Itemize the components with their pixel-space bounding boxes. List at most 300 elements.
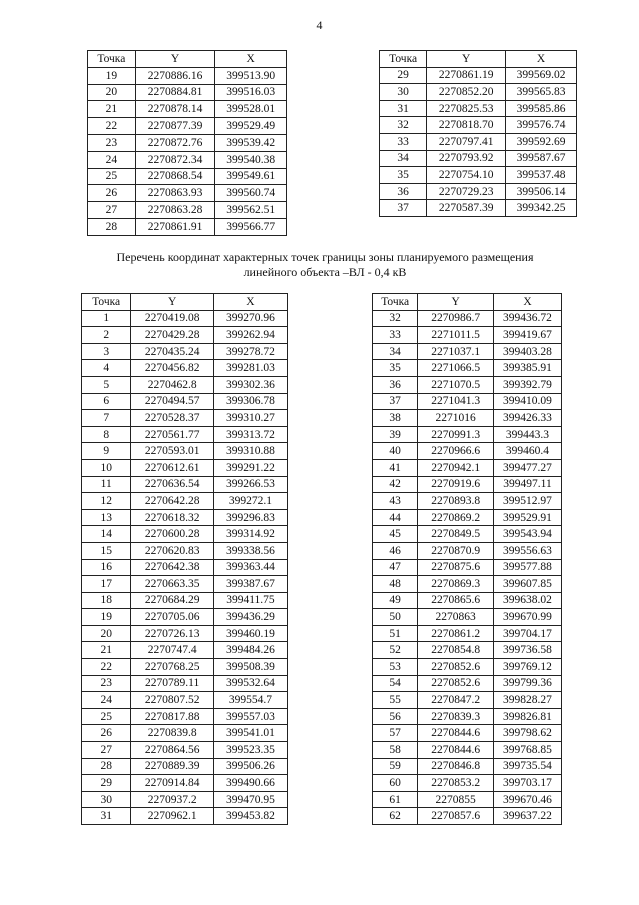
y-cell: 2270636.54 (131, 476, 213, 493)
x-cell: 399272.1 (213, 493, 287, 510)
x-cell: 399262.94 (213, 327, 287, 344)
x-cell: 399736.58 (493, 642, 561, 659)
point-cell: 46 (373, 542, 418, 559)
table-row (380, 67, 577, 84)
x-cell: 399638.02 (493, 592, 561, 609)
point-cell: 35 (380, 167, 427, 184)
table-row (373, 393, 562, 410)
x-cell: 399537.48 (506, 167, 577, 184)
y-cell: 2270612.61 (131, 459, 213, 476)
x-cell: 399543.94 (493, 526, 561, 543)
x-cell: 399703.17 (493, 775, 561, 792)
y-cell: 2270846.8 (418, 758, 494, 775)
point-cell: 27 (82, 742, 131, 759)
point-cell: 12 (82, 493, 131, 510)
table-row (373, 343, 562, 360)
point-cell: 50 (373, 609, 418, 626)
table-row (82, 609, 288, 626)
point-cell: 20 (82, 625, 131, 642)
y-cell: 2270872.76 (135, 134, 215, 151)
y-cell: 2270793.92 (427, 150, 506, 167)
x-cell: 399453.82 (213, 808, 287, 825)
x-cell: 399342.25 (506, 200, 577, 217)
table-row (82, 758, 288, 775)
x-cell: 399539.42 (215, 134, 287, 151)
point-cell: 43 (373, 493, 418, 510)
x-cell: 399338.56 (213, 542, 287, 559)
y-cell: 2270620.83 (131, 542, 213, 559)
table-row (373, 542, 562, 559)
point-cell: 38 (373, 410, 418, 427)
x-cell: 399607.85 (493, 576, 561, 593)
x-cell: 399281.03 (213, 360, 287, 377)
table-row (373, 526, 562, 543)
x-cell: 399403.28 (493, 343, 561, 360)
x-cell: 399735.54 (493, 758, 561, 775)
coordinates-table-bottom-left (81, 293, 288, 825)
header-point: Точка (82, 294, 131, 311)
table-row (373, 376, 562, 393)
table-row (82, 542, 288, 559)
y-cell: 2270587.39 (427, 200, 506, 217)
y-cell: 2270861.19 (427, 67, 506, 84)
y-cell: 2270937.2 (131, 791, 213, 808)
point-cell: 53 (373, 659, 418, 676)
table-row (373, 675, 562, 692)
table-row (373, 708, 562, 725)
point-cell: 44 (373, 509, 418, 526)
x-cell: 399798.62 (493, 725, 561, 742)
point-cell: 35 (373, 360, 418, 377)
header-point: Точка (373, 294, 418, 311)
y-cell: 2270797.41 (427, 133, 506, 150)
point-cell: 58 (373, 742, 418, 759)
point-cell: 18 (82, 592, 131, 609)
point-cell: 29 (82, 775, 131, 792)
point-cell: 7 (82, 410, 131, 427)
point-cell: 52 (373, 642, 418, 659)
x-cell: 399310.88 (213, 443, 287, 460)
point-cell: 32 (380, 117, 427, 134)
y-cell: 2270462.8 (131, 376, 213, 393)
table-row (82, 775, 288, 792)
table-row (82, 410, 288, 427)
x-cell: 399637.22 (493, 808, 561, 825)
x-cell: 399670.46 (493, 791, 561, 808)
x-cell: 399310.27 (213, 410, 287, 427)
table-row (380, 84, 577, 101)
point-cell: 31 (380, 100, 427, 117)
table-row (82, 343, 288, 360)
x-cell: 399508.39 (213, 659, 287, 676)
point-cell: 19 (82, 609, 131, 626)
point-cell: 21 (82, 642, 131, 659)
table-row (82, 526, 288, 543)
x-cell: 399314.92 (213, 526, 287, 543)
table-row (373, 576, 562, 593)
x-cell: 399560.74 (215, 185, 287, 202)
x-cell: 399529.49 (215, 118, 287, 135)
y-cell: 2270642.38 (131, 559, 213, 576)
x-cell: 399302.36 (213, 376, 287, 393)
point-cell: 21 (88, 101, 136, 118)
table-row (373, 791, 562, 808)
x-cell: 399392.79 (493, 376, 561, 393)
x-cell: 399562.51 (215, 202, 287, 219)
table-row (82, 310, 288, 327)
x-cell: 399549.61 (215, 168, 287, 185)
point-cell: 1 (82, 310, 131, 327)
y-cell: 2270849.5 (418, 526, 494, 543)
point-cell: 36 (380, 183, 427, 200)
point-cell: 9 (82, 443, 131, 460)
x-cell: 399410.09 (493, 393, 561, 410)
point-cell: 32 (373, 310, 418, 327)
y-cell: 2270962.1 (131, 808, 213, 825)
point-cell: 15 (82, 542, 131, 559)
coordinates-table-bottom-right (372, 293, 562, 825)
y-cell: 2270825.53 (427, 100, 506, 117)
point-cell: 34 (373, 343, 418, 360)
table-row (82, 576, 288, 593)
point-cell: 24 (82, 692, 131, 709)
point-cell: 37 (373, 393, 418, 410)
table-row (82, 509, 288, 526)
x-cell: 399529.91 (493, 509, 561, 526)
table-row (373, 459, 562, 476)
table-row (373, 775, 562, 792)
x-cell: 399799.36 (493, 675, 561, 692)
table-row (380, 133, 577, 150)
point-cell: 25 (82, 708, 131, 725)
header-point: Точка (380, 51, 427, 68)
x-cell: 399497.11 (493, 476, 561, 493)
point-cell: 51 (373, 625, 418, 642)
x-cell: 399587.67 (506, 150, 577, 167)
y-cell: 2270839.3 (418, 708, 494, 725)
point-cell: 61 (373, 791, 418, 808)
y-cell: 2270889.39 (131, 758, 213, 775)
y-cell: 2270561.77 (131, 426, 213, 443)
y-cell: 2270863.28 (135, 202, 215, 219)
y-cell: 2271041.3 (418, 393, 494, 410)
y-cell: 2270878.14 (135, 101, 215, 118)
x-cell: 399270.96 (213, 310, 287, 327)
x-cell: 399592.69 (506, 133, 577, 150)
header-x: X (506, 51, 577, 68)
x-cell: 399387.67 (213, 576, 287, 593)
table-row (82, 426, 288, 443)
point-cell: 33 (373, 327, 418, 344)
x-cell: 399554.7 (213, 692, 287, 709)
page-number: 4 (316, 18, 323, 32)
point-cell: 49 (373, 592, 418, 609)
point-cell: 37 (380, 200, 427, 217)
y-cell: 2270768.25 (131, 659, 213, 676)
y-cell: 2270754.10 (427, 167, 506, 184)
point-cell: 31 (82, 808, 131, 825)
y-cell: 2270642.28 (131, 493, 213, 510)
x-cell: 399436.72 (493, 310, 561, 327)
point-cell: 13 (82, 509, 131, 526)
x-cell: 399769.12 (493, 659, 561, 676)
x-cell: 399436.29 (213, 609, 287, 626)
x-cell: 399426.33 (493, 410, 561, 427)
point-cell: 30 (82, 791, 131, 808)
y-cell: 2270865.6 (418, 592, 494, 609)
x-cell: 399470.95 (213, 791, 287, 808)
table-row (373, 808, 562, 825)
point-cell: 56 (373, 708, 418, 725)
y-cell: 2270852.6 (418, 675, 494, 692)
point-cell: 3 (82, 343, 131, 360)
point-cell: 30 (380, 84, 427, 101)
point-cell: 41 (373, 459, 418, 476)
table-row (373, 758, 562, 775)
table-header-row (82, 294, 288, 311)
table-row (373, 592, 562, 609)
table-row (82, 625, 288, 642)
header-x: X (215, 51, 287, 68)
point-cell: 22 (88, 118, 136, 135)
x-cell: 399385.91 (493, 360, 561, 377)
table-row (380, 117, 577, 134)
point-cell: 54 (373, 675, 418, 692)
table-row (88, 118, 287, 135)
point-cell: 10 (82, 459, 131, 476)
table-header-row (380, 51, 577, 68)
point-cell: 14 (82, 526, 131, 543)
y-cell: 2270914.84 (131, 775, 213, 792)
table-row (82, 476, 288, 493)
x-cell: 399484.26 (213, 642, 287, 659)
y-cell: 2270986.7 (418, 310, 494, 327)
x-cell: 399557.03 (213, 708, 287, 725)
y-cell: 2270852.20 (427, 84, 506, 101)
point-cell: 47 (373, 559, 418, 576)
y-cell: 2270844.6 (418, 725, 494, 742)
table-row (380, 200, 577, 217)
x-cell: 399516.03 (215, 84, 287, 101)
table-row (373, 609, 562, 626)
table-row (380, 183, 577, 200)
y-cell: 2270942.1 (418, 459, 494, 476)
header-y: Y (418, 294, 494, 311)
table-row (82, 692, 288, 709)
y-cell: 2270875.6 (418, 559, 494, 576)
point-cell: 6 (82, 393, 131, 410)
y-cell: 2270861.2 (418, 625, 494, 642)
point-cell: 34 (380, 150, 427, 167)
point-cell: 45 (373, 526, 418, 543)
table-row (82, 725, 288, 742)
y-cell: 2271016 (418, 410, 494, 427)
x-cell: 399306.78 (213, 393, 287, 410)
x-cell: 399512.97 (493, 493, 561, 510)
y-cell: 2270863.93 (135, 185, 215, 202)
y-cell: 2270435.24 (131, 343, 213, 360)
x-cell: 399419.67 (493, 327, 561, 344)
table-row (373, 642, 562, 659)
point-cell: 60 (373, 775, 418, 792)
y-cell: 2271011.5 (418, 327, 494, 344)
point-cell: 27 (88, 202, 136, 219)
y-cell: 2270726.13 (131, 625, 213, 642)
table-row (373, 360, 562, 377)
table-row (88, 134, 287, 151)
y-cell: 2270528.37 (131, 410, 213, 427)
table-row (380, 167, 577, 184)
x-cell: 399523.35 (213, 742, 287, 759)
y-cell: 2270966.6 (418, 443, 494, 460)
x-cell: 399540.38 (215, 151, 287, 168)
x-cell: 399532.64 (213, 675, 287, 692)
point-cell: 48 (373, 576, 418, 593)
table-row (82, 376, 288, 393)
table-row (373, 725, 562, 742)
table-header-row (373, 294, 562, 311)
y-cell: 2270870.9 (418, 542, 494, 559)
y-cell: 2271066.5 (418, 360, 494, 377)
point-cell: 59 (373, 758, 418, 775)
y-cell: 2270419.08 (131, 310, 213, 327)
point-cell: 36 (373, 376, 418, 393)
y-cell: 2270494.57 (131, 393, 213, 410)
x-cell: 399313.72 (213, 426, 287, 443)
table-row (82, 675, 288, 692)
point-cell: 33 (380, 133, 427, 150)
y-cell: 2270869.2 (418, 509, 494, 526)
table-row (82, 659, 288, 676)
caption-line-1: Перечень координат характерных точек границы зоны планируемого размещения (116, 250, 534, 264)
table-row (88, 67, 287, 84)
x-cell: 399291.22 (213, 459, 287, 476)
table-row (82, 393, 288, 410)
table-row (82, 459, 288, 476)
table-row (373, 509, 562, 526)
y-cell: 2270863 (418, 609, 494, 626)
x-cell: 399826.81 (493, 708, 561, 725)
x-cell: 399670.99 (493, 609, 561, 626)
table-row (373, 426, 562, 443)
point-cell: 19 (88, 67, 136, 84)
point-cell: 5 (82, 376, 131, 393)
y-cell: 2270886.16 (135, 67, 215, 84)
point-cell: 26 (82, 725, 131, 742)
point-cell: 42 (373, 476, 418, 493)
header-point: Точка (88, 51, 136, 68)
y-cell: 2270705.06 (131, 609, 213, 626)
point-cell: 28 (82, 758, 131, 775)
point-cell: 2 (82, 327, 131, 344)
point-cell: 8 (82, 426, 131, 443)
y-cell: 2270729.23 (427, 183, 506, 200)
table-row (373, 692, 562, 709)
header-x: X (493, 294, 561, 311)
table-row (82, 808, 288, 825)
table-row (380, 100, 577, 117)
x-cell: 399828.27 (493, 692, 561, 709)
x-cell: 399577.88 (493, 559, 561, 576)
coordinates-table-top-right (379, 50, 577, 217)
x-cell: 399566.77 (215, 218, 287, 235)
point-cell: 28 (88, 218, 136, 235)
point-cell: 17 (82, 576, 131, 593)
table-row (88, 218, 287, 235)
table-row (373, 410, 562, 427)
table-row (82, 360, 288, 377)
y-cell: 2270872.34 (135, 151, 215, 168)
y-cell: 2270991.3 (418, 426, 494, 443)
y-cell: 2270600.28 (131, 526, 213, 543)
table-caption (80, 250, 570, 280)
y-cell: 2270864.56 (131, 742, 213, 759)
y-cell: 2270818.70 (427, 117, 506, 134)
point-cell: 23 (88, 134, 136, 151)
table-row (88, 202, 287, 219)
y-cell: 2270861.91 (135, 218, 215, 235)
x-cell: 399569.02 (506, 67, 577, 84)
y-cell: 2270844.6 (418, 742, 494, 759)
x-cell: 399528.01 (215, 101, 287, 118)
table-row (82, 327, 288, 344)
y-cell: 2270684.29 (131, 592, 213, 609)
y-cell: 2270789.11 (131, 675, 213, 692)
x-cell: 399278.72 (213, 343, 287, 360)
x-cell: 399443.3 (493, 426, 561, 443)
point-cell: 57 (373, 725, 418, 742)
point-cell: 39 (373, 426, 418, 443)
point-cell: 26 (88, 185, 136, 202)
point-cell: 62 (373, 808, 418, 825)
table-row (373, 559, 562, 576)
x-cell: 399768.85 (493, 742, 561, 759)
y-cell: 2271070.5 (418, 376, 494, 393)
y-cell: 2270884.81 (135, 84, 215, 101)
header-y: Y (135, 51, 215, 68)
table-row (82, 791, 288, 808)
x-cell: 399556.63 (493, 542, 561, 559)
x-cell: 399490.66 (213, 775, 287, 792)
table-row (88, 168, 287, 185)
x-cell: 399506.14 (506, 183, 577, 200)
y-cell: 2270919.6 (418, 476, 494, 493)
x-cell: 399585.86 (506, 100, 577, 117)
x-cell: 399266.53 (213, 476, 287, 493)
table-row (82, 592, 288, 609)
table-row (82, 559, 288, 576)
point-cell: 25 (88, 168, 136, 185)
y-cell: 2270857.6 (418, 808, 494, 825)
y-cell: 2270854.8 (418, 642, 494, 659)
header-x: X (213, 294, 287, 311)
x-cell: 399565.83 (506, 84, 577, 101)
x-cell: 399477.27 (493, 459, 561, 476)
x-cell: 399541.01 (213, 725, 287, 742)
y-cell: 2270618.32 (131, 509, 213, 526)
table-row (380, 150, 577, 167)
table-row (373, 625, 562, 642)
table-row (373, 742, 562, 759)
y-cell: 2270663.35 (131, 576, 213, 593)
table-header-row (88, 51, 287, 68)
table-row (82, 493, 288, 510)
point-cell: 22 (82, 659, 131, 676)
header-y: Y (131, 294, 213, 311)
point-cell: 55 (373, 692, 418, 709)
table-row (82, 443, 288, 460)
point-cell: 16 (82, 559, 131, 576)
